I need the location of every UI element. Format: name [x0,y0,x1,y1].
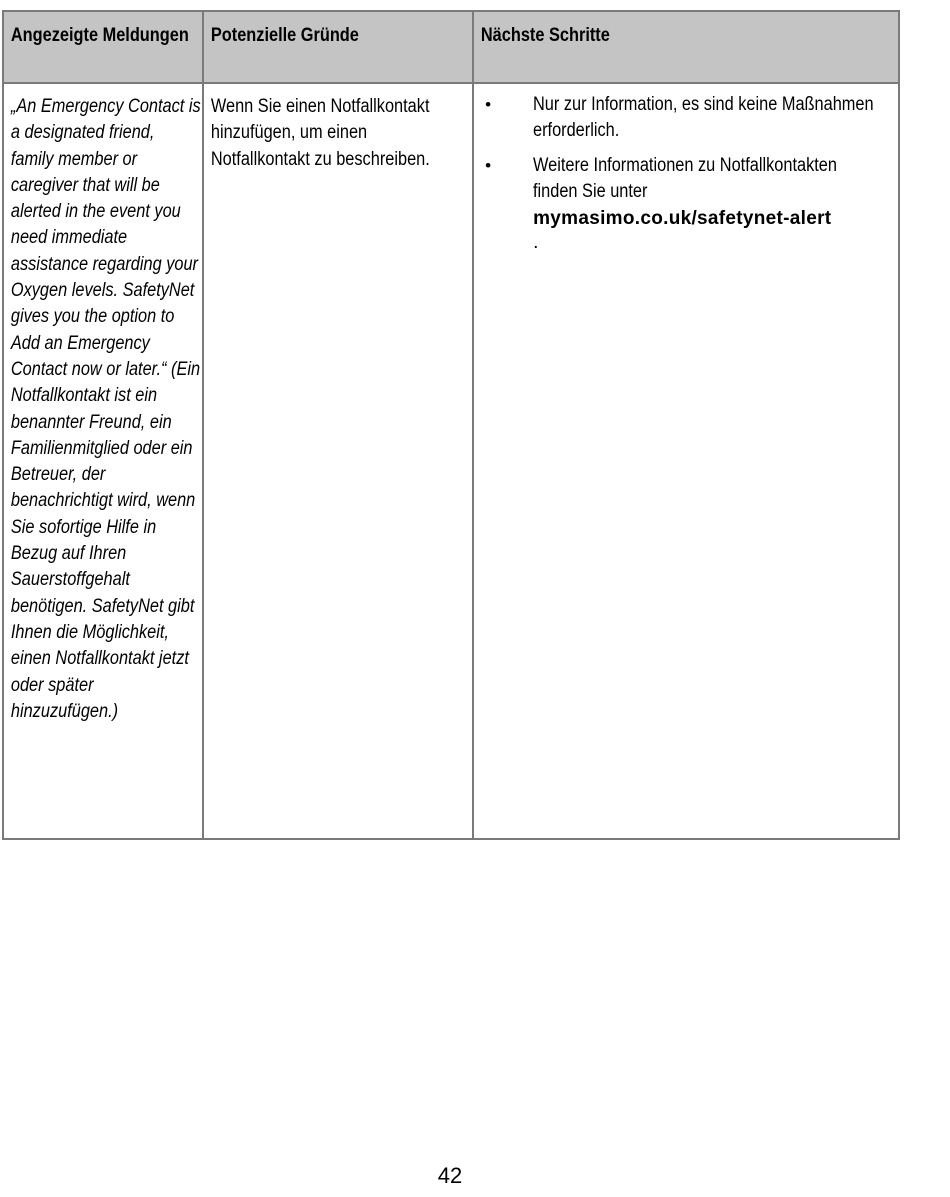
header-potential-reasons [203,11,473,83]
step-text: Nur zur Information, es sind keine Maßnahmen erforderlich. [533,94,874,142]
header-potential-reasons-label: Potenzielle Gründe [210,25,359,46]
table-header-row [3,11,899,83]
message-text: „An Emergency Contact is a designated friend, family member or caregiver that will be alerted in the event you need immediate assistance regarding your Oxygen levels. SafetyNet gives you the option to Add an Emergency Contact now or later.“ (Ein Notfallkontakt ist ein benannter Freund, ein Familienmitglied oder ein Betreuer, der benachrichtigt wird, wenn Sie sofortige Hilfe in Bezug auf Ihren Sauerstoffgehalt benötigen. SafetyNet gibt Ihnen die Möglichkeit, einen Notfallkontakt jetzt oder später hinzuzufügen.) [10,96,201,722]
step-suffix: . [533,232,539,254]
reason-text: Wenn Sie einen Notfallkontakt hinzufügen, um einen Notfallkontakt zu beschreiben. [210,96,430,170]
step-text: Weitere Informationen zu Notfallkontakten finden Sie unter [533,154,838,202]
reason-cell [203,83,473,839]
info-table [2,10,900,840]
safetynet-alert-link[interactable]: mymasimo.co.uk/safetynet-alert [533,208,832,230]
bullet-icon: • [485,155,492,175]
header-displayed-messages [3,11,203,83]
bullet-icon: • [485,95,492,114]
page-number: 42 [437,1163,463,1188]
list-item [482,153,892,255]
table-row [3,83,899,839]
header-displayed-messages-label: Angezeigte Meldungen [10,25,189,46]
steps-list [474,84,898,254]
steps-cell [473,83,899,839]
list-item [482,92,892,145]
message-cell [3,83,203,839]
header-next-steps [473,11,899,83]
header-next-steps-label: Nächste Schritte [480,25,610,46]
